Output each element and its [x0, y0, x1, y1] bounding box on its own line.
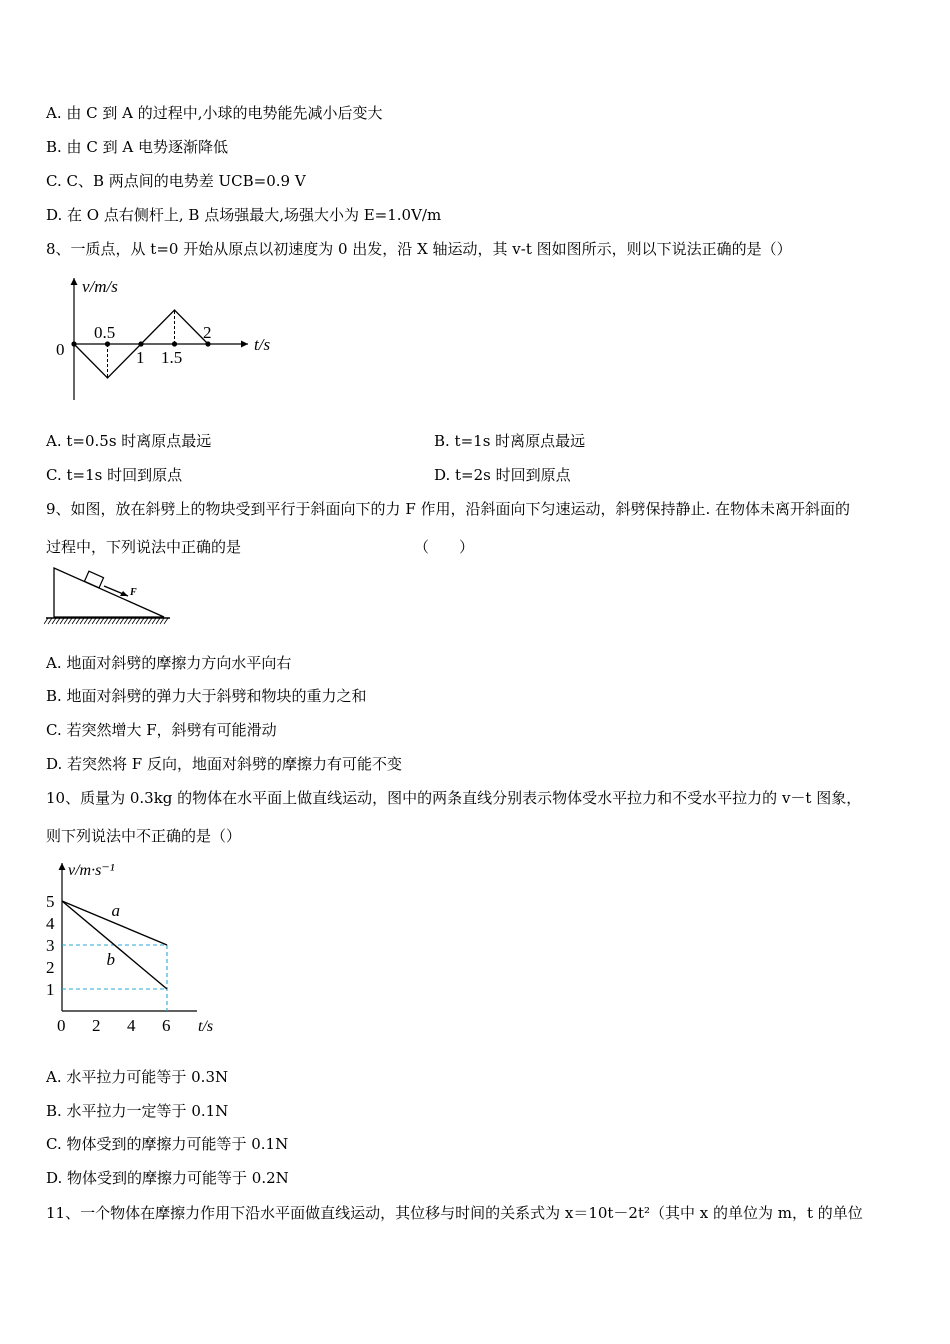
q8-option-a: A. t=0.5s 时离原点最远 — [46, 432, 212, 450]
q9-block — [84, 571, 103, 588]
q10-y-tick-1: 1 — [46, 980, 55, 999]
q10-x-tick-6: 6 — [162, 1016, 171, 1035]
q8-x-label: t/s — [254, 335, 271, 354]
q8-axis-point-0 — [71, 341, 76, 346]
q8-tick-label-0: 0 — [56, 340, 65, 359]
q10-stem-line1: 10、质量为 0.3kg 的物体在水平面上做直线运动，图中的两条直线分别表示物体受水平拉力和不受水平拉力的 v－t 图象， — [46, 789, 862, 807]
q10-y-tick-2: 2 — [46, 958, 55, 977]
q10-x-label: t/s — [198, 1018, 214, 1035]
q10-y-tick-3: 3 — [46, 936, 55, 955]
q10-option-a: A. 水平拉力可能等于 0.3N — [46, 1068, 229, 1086]
q9-option-d: D. 若突然将 F 反向，地面对斜劈的摩擦力有可能不变 — [46, 755, 402, 773]
q10-stem-line2: 则下列说法中不正确的是（） — [46, 827, 242, 845]
q9-option-c: C. 若突然增大 F，斜劈有可能滑动 — [46, 721, 277, 739]
q8-stem: 8、一质点，从 t=0 开始从原点以初速度为 0 出发，沿 X 轴运动，其 v-t 图如图所示，则以下说法正确的是（） — [46, 240, 792, 258]
q10-vt-chart — [42, 855, 242, 1040]
q7-option-d: D. 在 O 点右侧杆上, B 点场强最大,场强大小为 E=1.0V/m — [46, 206, 442, 224]
q10-option-c: C. 物体受到的摩擦力可能等于 0.1N — [46, 1135, 289, 1153]
q9-ground-hatch — [44, 618, 168, 624]
q10-option-d: D. 物体受到的摩擦力可能等于 0.2N — [46, 1169, 289, 1187]
q8-option-d: D. t=2s 时回到原点 — [434, 466, 571, 484]
q10-y-tick-5: 5 — [46, 892, 55, 911]
q8-y-label: v/m/s — [82, 277, 118, 296]
q10-series-label-a: a — [111, 901, 120, 920]
q9-answer-blank: （ ） — [414, 538, 475, 556]
q10-y-tick-4: 4 — [46, 914, 55, 933]
q7-option-c: C. C、B 两点间的电势差 UCB=0.9 V — [46, 172, 306, 190]
q11-stem: 11、一个物体在摩擦力作用下沿水平面做直线运动，其位移与时间的关系式为 x＝10t－2t²（其中 x 的单位为 m，t 的单位 — [46, 1204, 863, 1222]
q8-tick-label-1: 1 — [136, 348, 145, 367]
q10-series-label-b: b — [106, 950, 115, 969]
q7-option-a: A. 由 C 到 A 的过程中,小球的电势能先减小后变大 — [46, 104, 383, 122]
q8-axis-point-1.5 — [172, 341, 177, 346]
q9-incline-diagram — [44, 562, 174, 628]
q8-option-b: B. t=1s 时离原点最远 — [434, 432, 586, 450]
q9-stem-line2: 过程中，下列说法中正确的是 — [46, 538, 242, 556]
q10-option-b: B. 水平拉力一定等于 0.1N — [46, 1102, 229, 1120]
q8-option-c: C. t=1s 时回到原点 — [46, 466, 183, 484]
q8-tick-label-0.5: 0.5 — [94, 323, 116, 342]
q8-axis-point-0.5 — [105, 341, 110, 346]
q8-tick-label-2: 2 — [203, 323, 212, 342]
q10-y-label: v/m·s⁻¹ — [68, 862, 115, 879]
q8-axis-point-2 — [205, 341, 210, 346]
q7-option-b: B. 由 C 到 A 电势逐渐降低 — [46, 138, 228, 156]
q10-x-tick-4: 4 — [127, 1016, 136, 1035]
q9-force-label: F — [130, 587, 137, 598]
q9-wedge — [54, 568, 164, 617]
q8-axis-point-1 — [138, 341, 143, 346]
q9-option-a: A. 地面对斜劈的摩擦力方向水平向右 — [46, 654, 292, 672]
q8-vt-chart — [50, 270, 280, 405]
q10-x-tick-0: 0 — [57, 1016, 66, 1035]
q9-option-b: B. 地面对斜劈的弹力大于斜劈和物块的重力之和 — [46, 687, 367, 705]
q8-tick-label-1.5: 1.5 — [161, 348, 183, 367]
q9-stem-line1: 9、如图，放在斜劈上的物块受到平行于斜面向下的力 F 作用，沿斜面向下匀速运动，斜劈保持静止. 在物体未离开斜面的 — [46, 500, 851, 518]
q10-x-tick-2: 2 — [92, 1016, 101, 1035]
